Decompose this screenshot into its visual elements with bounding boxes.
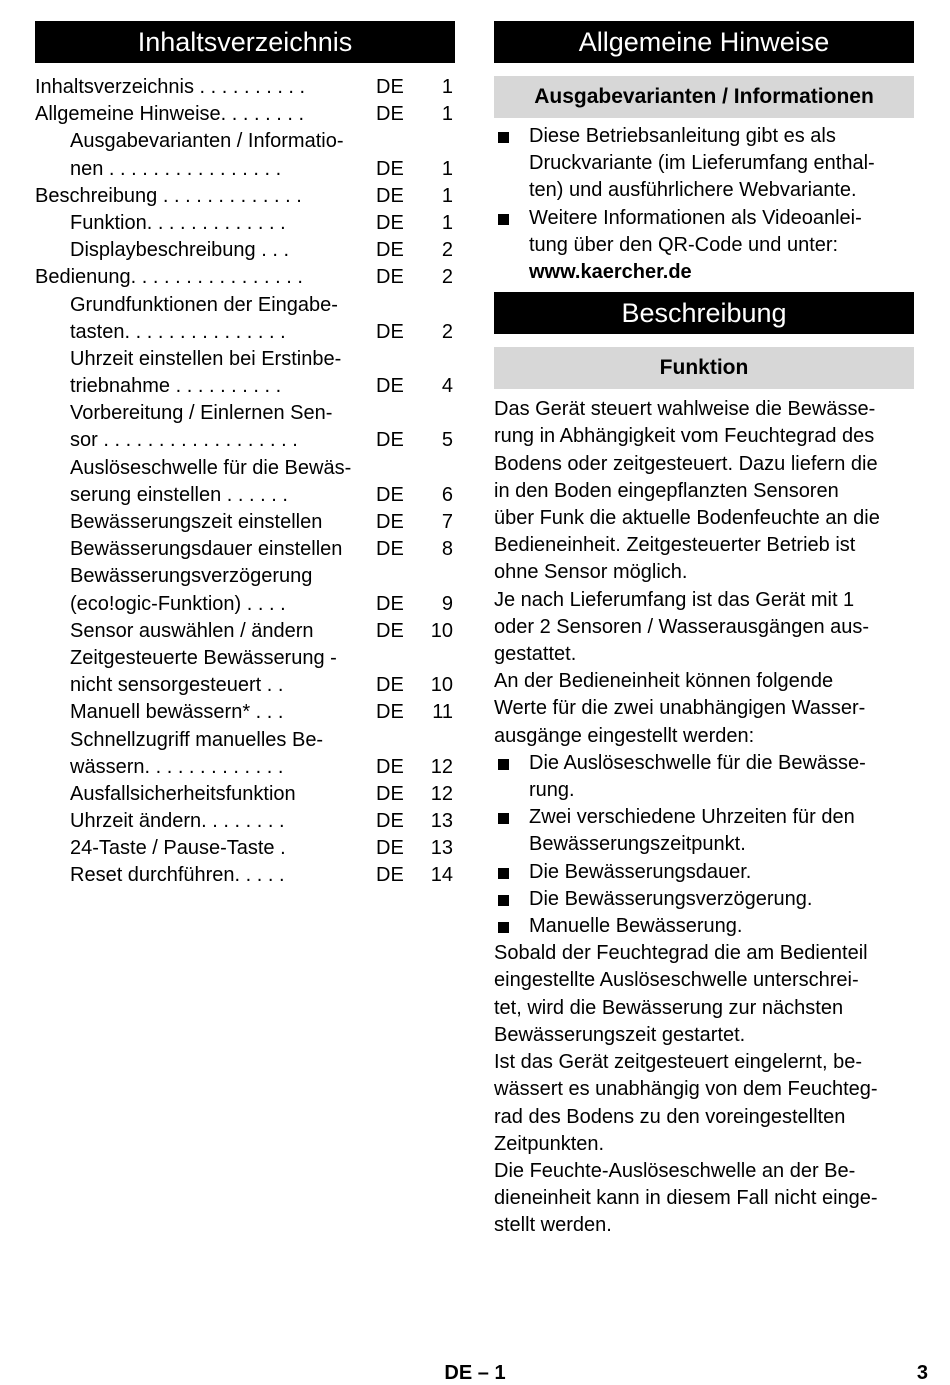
toc-entry-page: 2 xyxy=(441,239,453,262)
toc-entry-page: 10 xyxy=(430,619,453,642)
toc-entry[interactable] xyxy=(35,237,455,264)
toc-entry-page: 4 xyxy=(441,375,453,398)
page-number: 3 xyxy=(916,1362,928,1384)
toc-entry[interactable] xyxy=(35,808,455,835)
toc-list xyxy=(35,74,455,890)
toc-entry-language: DE xyxy=(376,755,404,778)
settings-bullet xyxy=(494,750,914,804)
toc-entry-title: Bedienung. . . . . . . . . . . . . . . . xyxy=(35,266,303,289)
toc-entry-page: 10 xyxy=(430,674,453,697)
content-column xyxy=(494,21,914,1240)
toc-entry-page: 5 xyxy=(441,429,453,452)
bullet-square-icon xyxy=(498,214,509,225)
bullet-text: Manuelle Bewässerung. xyxy=(529,915,743,938)
toc-entry-language: DE xyxy=(376,810,404,833)
toc-entry-language: DE xyxy=(376,103,404,126)
toc-entry-language: DE xyxy=(376,239,404,262)
bullet-text: Zwei verschiedene Uhrzeiten für den Bewässerungszeitpunkt. xyxy=(529,806,855,856)
bullet-square-icon xyxy=(498,132,509,143)
toc-entry-language: DE xyxy=(376,511,404,533)
general-subheading: Ausgabevarianten / Informationen xyxy=(494,76,914,118)
toc-entry-title: Ausfallsicherheitsfunktion xyxy=(70,782,296,805)
toc-entry-language: DE xyxy=(376,320,404,343)
toc-entry-title: Grundfunktionen der Eingabe- xyxy=(70,293,338,316)
toc-entry-page: 6 xyxy=(441,483,453,506)
toc-entry-language: DE xyxy=(376,211,404,234)
toc-entry-language: DE xyxy=(376,157,404,180)
toc-entry[interactable] xyxy=(35,183,455,210)
toc-column xyxy=(35,21,455,890)
general-bullet xyxy=(494,205,914,287)
toc-entry-title: Uhrzeit einstellen bei Erstinbe- xyxy=(70,347,342,370)
toc-entry-title: (eco!ogic-Funktion) . . . . xyxy=(70,592,286,615)
website-link[interactable]: www.kaercher.de xyxy=(529,261,692,284)
toc-entry[interactable] xyxy=(35,210,455,237)
toc-entry-language: DE xyxy=(376,184,404,207)
bullet-text: Weitere Informationen als Videoanlei- tung über den QR-Code und unter: xyxy=(529,206,862,256)
toc-entry-title: Inhaltsverzeichnis . . . . . . . . . . xyxy=(35,76,306,98)
settings-bullet xyxy=(494,804,914,858)
function-body xyxy=(494,396,914,1239)
toc-entry-page: 1 xyxy=(441,211,453,234)
toc-entry-page: 14 xyxy=(430,864,453,887)
toc-entry-title: Funktion. . . . . . . . . . . . . xyxy=(70,211,286,234)
toc-entry-title: Allgemeine Hinweise. . . . . . . . xyxy=(35,103,304,126)
page-footer-label: DE – 1 xyxy=(444,1362,506,1384)
toc-entry[interactable] xyxy=(35,128,455,182)
toc-entry-page: 13 xyxy=(430,810,453,833)
toc-entry[interactable] xyxy=(35,400,455,454)
toc-entry[interactable] xyxy=(35,346,455,400)
toc-entry-page: 1 xyxy=(441,103,453,126)
toc-entry[interactable] xyxy=(35,101,455,128)
toc-entry[interactable] xyxy=(35,509,455,536)
toc-entry-title: Beschreibung . . . . . . . . . . . . . xyxy=(35,184,302,207)
toc-entry-title: Schnellzugriff manuelles Be- xyxy=(70,728,324,751)
settings-bullet xyxy=(494,886,914,913)
toc-entry-title: Vorbereitung / Einlernen Sen- xyxy=(70,402,333,425)
toc-entry[interactable] xyxy=(35,699,455,726)
toc-entry-title: Bewässerungsverzögerung xyxy=(70,565,313,588)
general-body xyxy=(494,123,914,286)
toc-entry-language: DE xyxy=(376,76,404,98)
toc-entry-title: Displaybeschreibung . . . xyxy=(70,239,290,262)
toc-entry-language: DE xyxy=(376,538,404,561)
toc-entry-title: sor . . . . . . . . . . . . . . . . . . xyxy=(70,429,298,452)
bullet-square-icon xyxy=(498,895,509,906)
settings-bullet xyxy=(494,859,914,886)
toc-entry-title: tasten. . . . . . . . . . . . . . . xyxy=(70,320,286,343)
toc-entry-title: Uhrzeit ändern. . . . . . . . xyxy=(70,810,285,833)
bullet-text: Die Bewässerungsdauer. xyxy=(529,860,752,883)
settings-bullet-list xyxy=(494,750,914,940)
toc-entry-page: 7 xyxy=(441,511,453,533)
toc-entry-page: 2 xyxy=(441,320,453,343)
toc-entry-language: DE xyxy=(376,429,404,452)
function-subheading: Funktion xyxy=(494,347,914,389)
general-bullet xyxy=(494,123,914,205)
toc-entry-language: DE xyxy=(376,837,404,860)
toc-entry-page: 1 xyxy=(441,184,453,207)
toc-entry-title: Sensor auswählen / ändern xyxy=(70,619,314,642)
toc-entry-page: 8 xyxy=(441,538,453,561)
settings-bullet xyxy=(494,913,914,940)
toc-entry-page: 12 xyxy=(430,755,453,778)
bullet-text: Diese Betriebsanleitung gibt es als Druckvariante (im Lieferumfang enthal- ten) und ausführlichere Webvariante. xyxy=(529,125,875,202)
toc-entry-title: wässern. . . . . . . . . . . . . xyxy=(70,755,284,778)
toc-entry-title: Bewässerungsdauer einstellen xyxy=(70,538,343,561)
toc-entry-language: DE xyxy=(376,375,404,398)
toc-entry-language: DE xyxy=(376,864,404,887)
toc-entry-title: Zeitgesteuerte Bewässerung - xyxy=(70,646,337,669)
toc-entry[interactable] xyxy=(35,536,455,563)
toc-entry[interactable] xyxy=(35,645,455,699)
toc-entry-language: DE xyxy=(376,483,404,506)
toc-entry-title: Auslöseschwelle für die Bewäs- xyxy=(70,456,352,479)
paragraph: Je nach Lieferumfang ist das Gerät mit 1 oder 2 Sensoren / Wasserausgängen aus- gestattet. xyxy=(494,588,870,666)
toc-heading: Inhaltsverzeichnis xyxy=(35,21,455,63)
paragraph: Ist das Gerät zeitgesteuert eingelernt, be- wässert es unabhängig von dem Feuchteg- rad des Bodens zu den voreingestellten Zeitpunkten. xyxy=(494,1051,878,1155)
toc-entry-language: DE xyxy=(376,266,404,289)
toc-entry[interactable] xyxy=(35,835,455,862)
toc-entry-language: DE xyxy=(376,674,404,697)
toc-entry-page: 1 xyxy=(441,157,453,180)
toc-entry-page: 11 xyxy=(432,701,453,724)
toc-entry-title: Bewässerungszeit einstellen xyxy=(70,511,323,533)
paragraph: Das Gerät steuert wahlweise die Bewässe- rung in Abhängigkeit vom Feuchtegrad des Bodens oder zeitgesteuert. Dazu liefern die in den Boden eingepflanzten Sensoren über Funk die aktuelle Bodenfeuchte an die Bedieneinheit. Zeitgesteuerter Betrieb ist ohne Sensor möglich. xyxy=(494,398,880,584)
bullet-square-icon xyxy=(498,922,509,933)
toc-entry-title: serung einstellen . . . . . . xyxy=(70,483,288,506)
toc-entry-title: nen . . . . . . . . . . . . . . . . xyxy=(70,157,282,180)
toc-entry[interactable] xyxy=(35,781,455,808)
paragraph: Sobald der Feuchtegrad die am Bedienteil eingestellte Auslöseschwelle unterschrei- tet, wird die Bewässerung zur nächsten Bewässerungszeit gestartet. xyxy=(494,942,868,1046)
toc-entry[interactable] xyxy=(35,862,455,889)
toc-entry-language: DE xyxy=(376,782,404,805)
toc-entry[interactable] xyxy=(35,455,455,509)
bullet-text: Die Auslöseschwelle für die Bewässe- rung. xyxy=(529,751,866,802)
paragraph: An der Bedieneinheit können folgende Werte für die zwei unabhängigen Wasser- ausgänge eingestellt werden: xyxy=(494,670,866,747)
toc-entry-language: DE xyxy=(376,619,404,642)
bullet-square-icon xyxy=(498,868,509,879)
toc-entry[interactable] xyxy=(35,264,455,291)
toc-entry[interactable] xyxy=(35,727,455,781)
toc-entry-title: 24-Taste / Pause-Taste . xyxy=(70,837,286,860)
toc-entry-title: Reset durchführen. . . . . xyxy=(70,864,285,887)
toc-entry-title: Manuell bewässern* . . . xyxy=(70,701,284,724)
toc-entry-page: 2 xyxy=(441,266,453,289)
toc-entry-page: 13 xyxy=(430,837,453,860)
bullet-square-icon xyxy=(498,759,509,770)
paragraph: Die Feuchte-Auslöseschwelle an der Be- dieneinheit kann in diesem Fall nicht einge- stellt werden. xyxy=(494,1159,878,1237)
toc-entry[interactable] xyxy=(35,618,455,645)
toc-entry-title: nicht sensorgesteuert . . xyxy=(70,674,284,697)
toc-entry-page: 12 xyxy=(430,782,453,805)
toc-entry[interactable] xyxy=(35,563,455,617)
toc-entry-page: 1 xyxy=(441,76,453,98)
toc-entry-page: 9 xyxy=(441,592,453,615)
toc-entry[interactable] xyxy=(35,292,455,346)
toc-entry-title: triebnahme . . . . . . . . . . xyxy=(70,375,282,398)
toc-entry[interactable] xyxy=(35,74,455,101)
bullet-square-icon xyxy=(498,813,509,824)
toc-entry-language: DE xyxy=(376,701,404,724)
general-heading: Allgemeine Hinweise xyxy=(494,21,914,63)
description-heading: Beschreibung xyxy=(494,292,914,334)
toc-entry-language: DE xyxy=(376,592,404,615)
toc-entry-title: Ausgabevarianten / Informatio- xyxy=(70,130,344,153)
bullet-text: Die Bewässerungsverzögerung. xyxy=(529,887,813,910)
